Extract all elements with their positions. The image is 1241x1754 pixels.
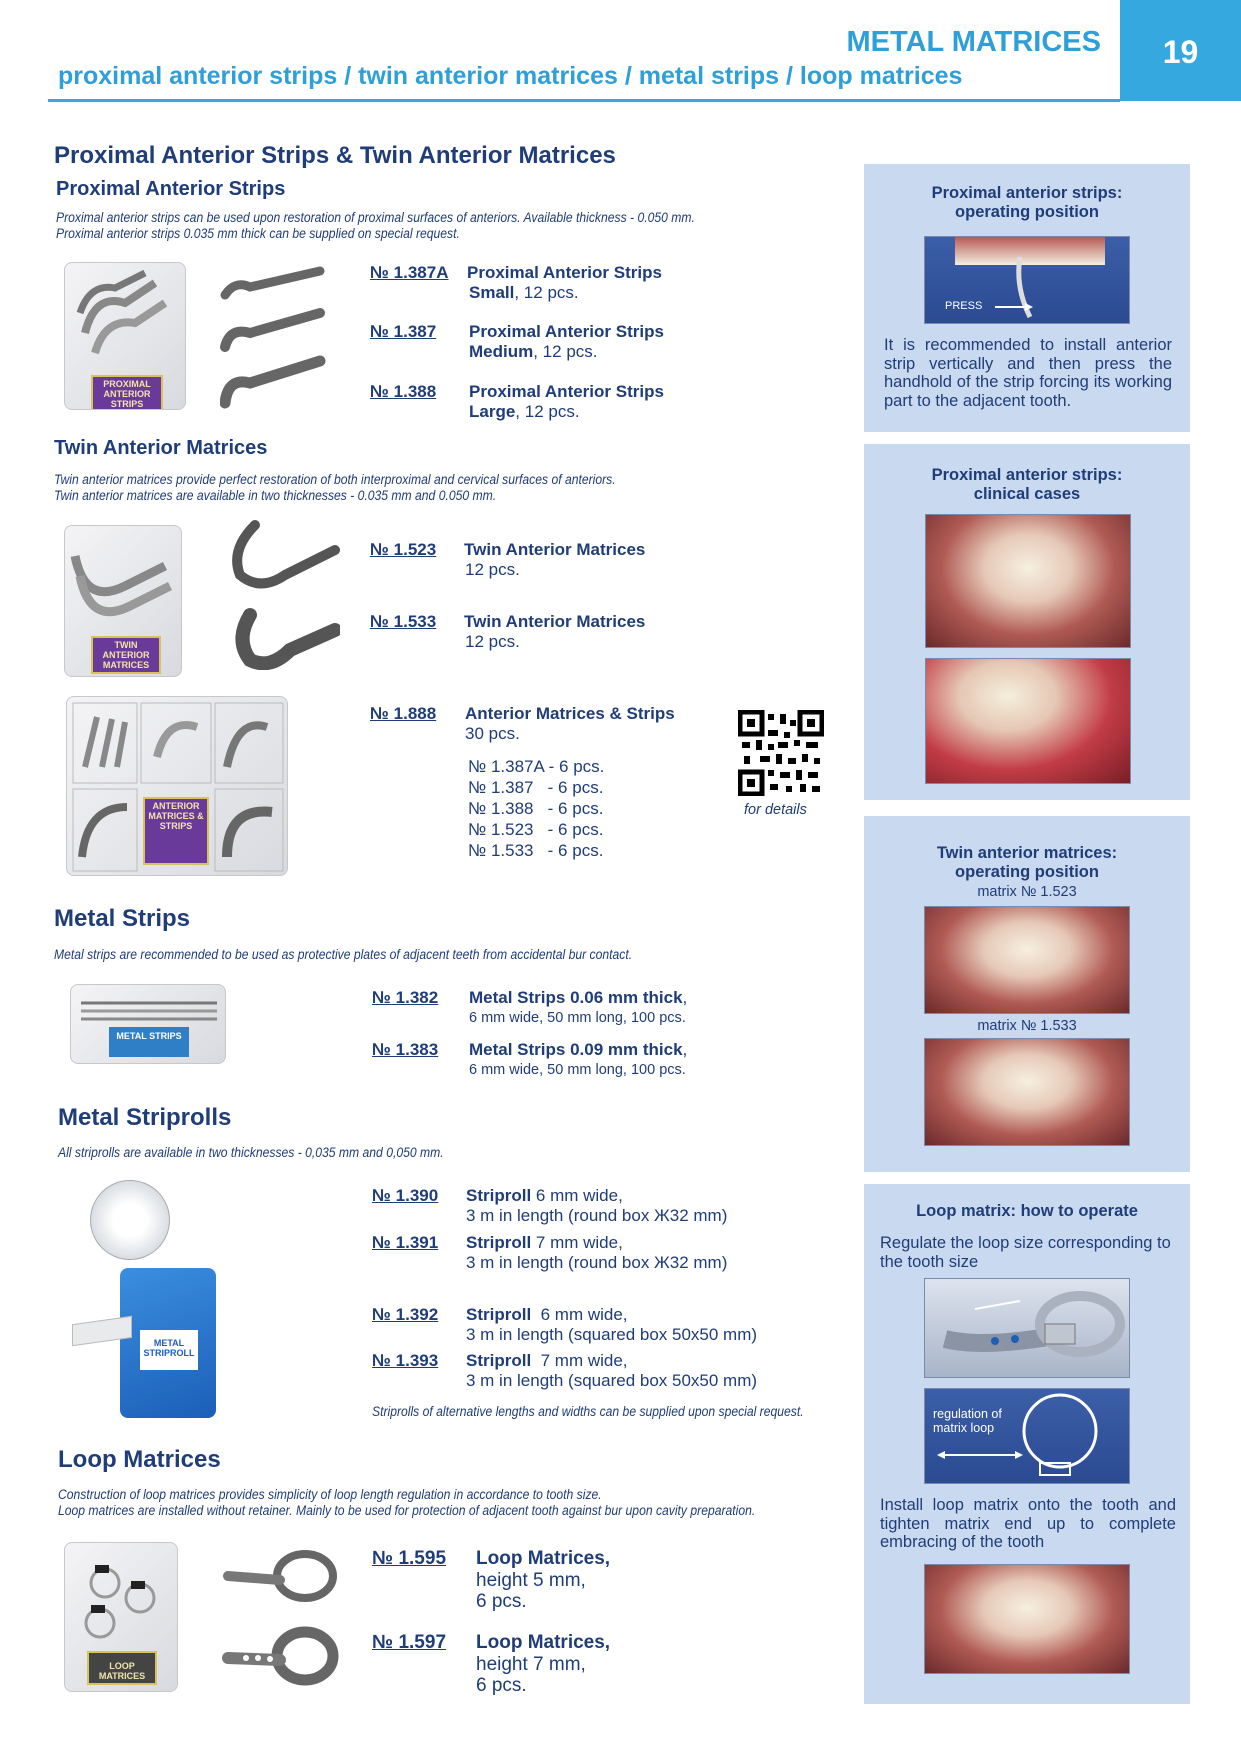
section-heading-twin: Twin Anterior Matrices <box>54 437 268 459</box>
twin-name-2: Twin Anterior Matrices <box>464 612 646 631</box>
twin-matrix-illustrations <box>230 520 340 670</box>
page-title: METAL MATRICES <box>846 26 1101 58</box>
pas-package-photo <box>64 262 186 410</box>
kit-content-1: № 1.387A - 6 pcs. <box>468 757 605 776</box>
section-heading-pas: Proximal Anterior Strips <box>56 178 286 200</box>
kit-name: Anterior Matrices & Strips <box>465 704 675 723</box>
loop-diagram-illustration <box>925 1389 1130 1484</box>
striprolls-note: Striprolls of alternative lengths and widths can be supplied upon special request. <box>372 1404 804 1419</box>
pas-description-1: Proximal anterior strips can be used upon restoration of proximal surfaces of anteriors. Available thickness - 0.050 mm. <box>56 210 695 225</box>
sr-line2-3: 3 m in length (squared box 50x50 mm) <box>466 1325 758 1344</box>
loop-code-1: № 1.595 <box>372 1548 447 1569</box>
twin-package-photo <box>64 525 182 677</box>
panel4-text-2: Install loop matrix onto the tooth and tighten matrix end up to complete embracing of the tooth <box>880 1496 1176 1551</box>
twin-package-label: TWIN ANTERIOR MATRICES <box>91 636 161 674</box>
twin-operating-image-1 <box>924 906 1130 1014</box>
clinical-case-image-2 <box>925 658 1131 784</box>
pas-code-1: № 1.387A <box>370 263 449 282</box>
loop-code-2: № 1.597 <box>372 1632 447 1653</box>
loop-name-1: Loop Matrices, <box>476 1548 611 1569</box>
sidebar-panel-loop-operate <box>864 1184 1190 1704</box>
pas-code-3: № 1.388 <box>370 382 437 401</box>
qr-caption: for details <box>744 802 807 818</box>
sr-line2-2: 3 m in length (round box Ж32 mm) <box>466 1253 728 1272</box>
pas-detail-1: Small, 12 pcs. <box>469 283 579 302</box>
pas-description-2: Proximal anterior strips 0.035 mm thick can be supplied on special request. <box>56 226 460 241</box>
pas-strip-illustrations <box>220 265 330 415</box>
panel1-title-1: Proximal anterior strips: <box>931 184 1123 202</box>
section-heading-metal-strips: Metal Strips <box>54 905 191 932</box>
ms-detail-2: 6 mm wide, 50 mm long, 100 pcs. <box>469 1062 686 1078</box>
kit-content-2: № 1.387 - 6 pcs. <box>468 778 604 797</box>
panel2-title-2: clinical cases <box>973 485 1081 503</box>
sidebar-panel-operating-position <box>864 164 1190 432</box>
sr-line1-4: Striproll 7 mm wide, <box>466 1351 628 1370</box>
panel3-title-2: operating position <box>955 863 1099 881</box>
page-subtitle: proximal anterior strips / twin anterior matrices / metal strips / loop matrices <box>58 62 963 90</box>
twin-code-1: № 1.523 <box>370 540 437 559</box>
loop-matrix-illustrations <box>220 1548 340 1698</box>
sr-line2-4: 3 m in length (squared box 50x50 mm) <box>466 1371 758 1390</box>
panel2-title-1: Proximal anterior strips: <box>931 466 1123 484</box>
striproll-round-box <box>90 1180 170 1260</box>
section-heading-pas-twin: Proximal Anterior Strips & Twin Anterior Matrices <box>54 142 616 169</box>
loop-installed-image <box>924 1564 1130 1674</box>
pas-detail-3: Large, 12 pcs. <box>469 402 580 421</box>
loop-name-2: Loop Matrices, <box>476 1632 611 1653</box>
loop-package-photo <box>64 1542 178 1692</box>
sr-line1-2: Striproll 7 mm wide, <box>466 1233 623 1252</box>
panel1-press-label: PRESS <box>945 300 983 312</box>
metal-strips-package-label: METAL STRIPS <box>109 1027 189 1057</box>
pas-code-2: № 1.387 <box>370 322 437 341</box>
header-divider <box>48 99 1120 102</box>
panel1-title-2: operating position <box>955 203 1099 221</box>
sr-code-2: № 1.391 <box>372 1233 439 1252</box>
metal-strips-package-photo <box>70 984 226 1064</box>
kit-qty: 30 pcs. <box>465 724 520 743</box>
sr-line1-3: Striproll 6 mm wide, <box>466 1305 628 1324</box>
sr-code-4: № 1.393 <box>372 1351 439 1370</box>
kit-package-photo <box>66 696 288 876</box>
striproll-square-box <box>120 1268 216 1418</box>
panel3-caption-2: matrix № 1.533 <box>977 1018 1077 1034</box>
metal-strips-description: Metal strips are recommended to be used as protective plates of adjacent teeth from accidental bur contact. <box>54 947 633 962</box>
ms-detail-1: 6 mm wide, 50 mm long, 100 pcs. <box>469 1010 686 1026</box>
pas-detail-2: Medium, 12 pcs. <box>469 342 598 361</box>
loop-package-label: LOOP MATRICES <box>87 1651 157 1685</box>
kit-content-5: № 1.533 - 6 pcs. <box>468 841 604 860</box>
panel1-image <box>924 236 1130 324</box>
pas-name-2: Proximal Anterior Strips <box>469 322 664 341</box>
panel4-title: Loop matrix: how to operate <box>916 1202 1138 1220</box>
panel3-title-1: Twin anterior matrices: <box>936 844 1118 862</box>
sr-line2-1: 3 m in length (round box Ж32 mm) <box>466 1206 728 1225</box>
kit-content-4: № 1.523 - 6 pcs. <box>468 820 604 839</box>
section-heading-striprolls: Metal Striprolls <box>58 1104 232 1131</box>
section-heading-loop: Loop Matrices <box>58 1446 221 1473</box>
panel4-text-1: Regulate the loop size corresponding to the tooth size <box>880 1234 1171 1271</box>
pas-name-1: Proximal Anterior Strips <box>467 263 662 282</box>
ms-code-2: № 1.383 <box>372 1040 439 1059</box>
loop-regulation-illustration <box>925 1279 1130 1378</box>
sr-code-3: № 1.392 <box>372 1305 439 1324</box>
loop-regulation-image <box>924 1278 1130 1378</box>
sidebar-panel-clinical-cases <box>864 444 1190 800</box>
loop-line1-2: height 7 mm, <box>476 1654 586 1675</box>
twin-description-2: Twin anterior matrices are available in two thicknesses - 0.035 mm and 0.050 mm. <box>54 488 497 503</box>
pas-package-label: PROXIMAL ANTERIOR STRIPS <box>91 375 163 410</box>
ms-name-2: Metal Strips 0.09 mm thick, <box>469 1040 688 1059</box>
loop-description-1: Construction of loop matrices provides simplicity of loop length regulation in accordance to tooth size. <box>58 1487 602 1502</box>
sidebar-panel-twin-operating <box>864 816 1190 1172</box>
clinical-case-image-1 <box>925 514 1131 648</box>
kit-package-label: ANTERIOR MATRICES & STRIPS <box>143 797 209 865</box>
kit-code: № 1.888 <box>370 704 437 723</box>
panel3-caption-1: matrix № 1.523 <box>977 884 1077 900</box>
loop-description-2: Loop matrices are installed without retainer. Mainly to be used for protection of adjacent tooth against bur upon cavity preparation. <box>58 1503 756 1518</box>
qr-code-icon[interactable] <box>738 710 824 796</box>
loop-diagram-label: regulation of matrix loop <box>933 1407 1002 1435</box>
loop-line2-1: 6 pcs. <box>476 1591 527 1612</box>
panel1-text: It is recommended to install anterior strip vertically and then press the handhold of the strip forcing its working part to the adjacent tooth. <box>884 336 1172 410</box>
ms-code-1: № 1.382 <box>372 988 439 1007</box>
sr-line1-1: Striproll 6 mm wide, <box>466 1186 623 1205</box>
twin-operating-image-2 <box>924 1038 1130 1146</box>
striproll-package-label: METAL STRIPROLL <box>140 1330 198 1370</box>
pas-name-3: Proximal Anterior Strips <box>469 382 664 401</box>
loop-line1-1: height 5 mm, <box>476 1570 586 1591</box>
ms-name-1: Metal Strips 0.06 mm thick, <box>469 988 688 1007</box>
kit-content-3: № 1.388 - 6 pcs. <box>468 799 604 818</box>
loop-line2-2: 6 pcs. <box>476 1675 527 1696</box>
twin-description-1: Twin anterior matrices provide perfect restoration of both interproximal and cervical surfaces of anteriors. <box>54 472 616 487</box>
sr-code-1: № 1.390 <box>372 1186 439 1205</box>
twin-code-2: № 1.533 <box>370 612 437 631</box>
striprolls-description: All striprolls are available in two thicknesses - 0,035 mm and 0,050 mm. <box>58 1145 444 1160</box>
loop-diagram-image <box>924 1388 1130 1484</box>
twin-qty-1: 12 pcs. <box>465 560 520 579</box>
twin-name-1: Twin Anterior Matrices <box>464 540 646 559</box>
twin-qty-2: 12 pcs. <box>465 632 520 651</box>
page-number: 19 <box>1162 34 1199 70</box>
